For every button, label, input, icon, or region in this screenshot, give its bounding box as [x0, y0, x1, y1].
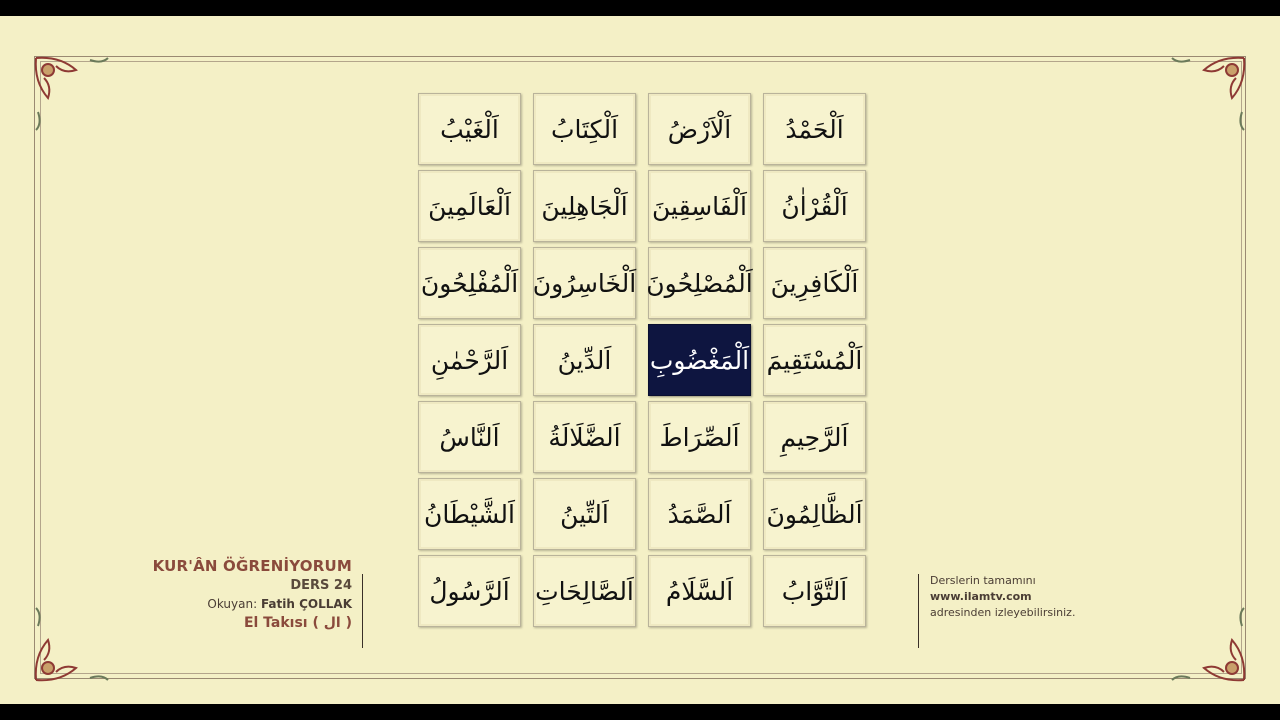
- ornament-bottom-left-icon: [30, 606, 110, 686]
- word-card-text: اَلْغَيْبُ: [440, 114, 499, 144]
- word-card[interactable]: [533, 401, 636, 473]
- word-card-text: اَلْكِتَابُ: [550, 114, 619, 144]
- word-card-text: اَلدِّينُ: [557, 345, 612, 375]
- word-card[interactable]: [418, 401, 521, 473]
- word-card-text: اَلتَّوَّابُ: [781, 576, 848, 606]
- word-card-text: اَلْكَافِرِينَ: [770, 268, 859, 298]
- word-card[interactable]: [533, 555, 636, 627]
- topic-open-paren: (: [312, 615, 319, 631]
- word-card-text: اَلظَّالِمُونَ: [766, 499, 863, 529]
- reader-label: Okuyan:: [207, 597, 258, 611]
- promo-info: [930, 573, 1075, 621]
- word-card[interactable]: [418, 555, 521, 627]
- word-card-text: اَلْعَالَمِينَ: [428, 191, 511, 221]
- divider-right: [918, 574, 919, 648]
- word-card-text: اَلتِّينُ: [560, 499, 609, 529]
- word-card[interactable]: [763, 324, 866, 396]
- word-card-text: اَلصِّرَاطَ: [659, 422, 740, 452]
- word-card[interactable]: [418, 247, 521, 319]
- word-card[interactable]: [418, 324, 521, 396]
- lesson-number: DERS 24: [290, 578, 352, 593]
- lesson-topic: [120, 613, 352, 634]
- topic-close-paren: ): [345, 615, 352, 631]
- word-card-text: اَلرَّسُولُ: [429, 576, 510, 606]
- word-card[interactable]: [418, 170, 521, 242]
- word-card[interactable]: [533, 93, 636, 165]
- topic-label: El Takısı: [243, 615, 308, 631]
- word-card[interactable]: [648, 478, 751, 550]
- reader-name: Fatih ÇOLLAK: [260, 597, 352, 611]
- word-card-text: اَلْخَاسِرُونَ: [532, 268, 637, 298]
- word-card-text: اَلْمَغْضُوبِ: [649, 345, 750, 375]
- word-card[interactable]: [763, 401, 866, 473]
- word-card-text: اَلْحَمْدُ: [785, 114, 844, 144]
- word-card[interactable]: [533, 170, 636, 242]
- word-card-text: اَلْقُرْاٰنُ: [781, 191, 848, 221]
- promo-line-3: adresinden izleyebilirsiniz.: [930, 606, 1076, 619]
- word-card[interactable]: [533, 478, 636, 550]
- lesson-title: KUR'ÂN ÖĞRENİYORUM: [152, 557, 352, 575]
- page-background: [0, 16, 1280, 704]
- word-card-text: اَلرَّحِيمِ: [780, 422, 849, 452]
- ornament-top-left-icon: [30, 52, 110, 132]
- word-card[interactable]: [763, 170, 866, 242]
- topic-arabic: ال: [323, 615, 341, 631]
- word-card[interactable]: [648, 324, 751, 396]
- lesson-reader: [120, 595, 352, 613]
- word-card-grid: [416, 93, 866, 627]
- ornament-bottom-right-icon: [1170, 606, 1250, 686]
- word-card-text: اَلصَّالِحَاتِ: [535, 576, 634, 606]
- word-card[interactable]: [763, 478, 866, 550]
- word-card[interactable]: [763, 555, 866, 627]
- word-card[interactable]: [418, 478, 521, 550]
- word-card-text: اَلرَّحْمٰنِ: [430, 345, 509, 375]
- word-card[interactable]: [763, 93, 866, 165]
- word-card[interactable]: [648, 401, 751, 473]
- ornament-top-right-icon: [1170, 52, 1250, 132]
- word-card-text: اَلنَّاسُ: [439, 422, 500, 452]
- word-card-text: اَلشَّيْطَانُ: [424, 499, 515, 529]
- word-card-text: اَلضَّلَالَةُ: [548, 422, 621, 452]
- word-card-text: اَلْجَاهِلِينَ: [541, 191, 628, 221]
- word-card-text: اَلسَّلَامُ: [665, 576, 734, 606]
- lesson-info: [120, 556, 352, 634]
- word-card[interactable]: [418, 93, 521, 165]
- promo-url[interactable]: www.ilamtv.com: [930, 590, 1032, 603]
- word-card-text: اَلْمُفْلِحُونَ: [420, 268, 519, 298]
- word-card-text: اَلْفَاسِقِينَ: [652, 191, 747, 221]
- word-card-text: اَلْاَرْضُ: [667, 114, 732, 144]
- word-card[interactable]: [648, 247, 751, 319]
- word-card[interactable]: [648, 93, 751, 165]
- word-card-text: اَلصَّمَدُ: [667, 499, 732, 529]
- word-card[interactable]: [648, 555, 751, 627]
- word-card[interactable]: [648, 170, 751, 242]
- word-card-text: اَلْمُصْلِحُونَ: [646, 268, 753, 298]
- word-card[interactable]: [533, 247, 636, 319]
- divider-left: [362, 574, 363, 648]
- word-card-text: اَلْمُسْتَقِيمَ: [766, 345, 863, 375]
- word-card[interactable]: [763, 247, 866, 319]
- word-card[interactable]: [533, 324, 636, 396]
- promo-line-1: Derslerin tamamını: [930, 574, 1036, 587]
